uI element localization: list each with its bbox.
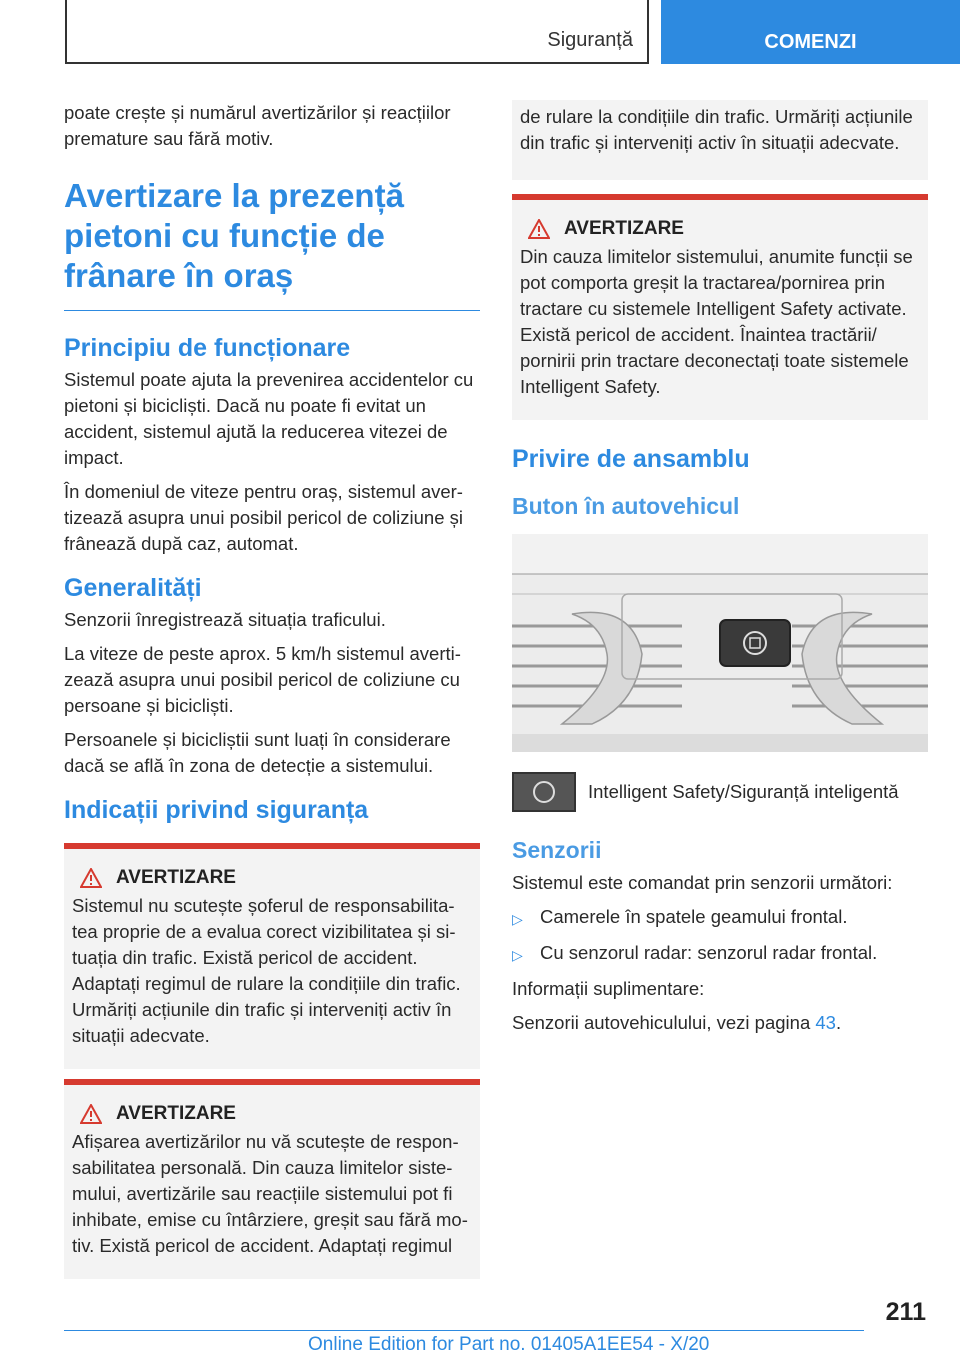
list-item: ▷ Camerele în spatele geamului frontal. xyxy=(512,904,928,932)
warning-text-3: Din cauza limitelor sistemului, anumite funcții se pot comporta greșit la tractarea/pornirea prin tractare cu sistemele Intelligent Safety activate. Există pericol de accident. Înaintea tractării/ pornirii prin tractare deconectați toate sistemele Intelligent Safety. xyxy=(520,246,913,397)
principle-heading: Principiu de funcționare xyxy=(64,334,351,362)
left-column xyxy=(64,100,480,1289)
page-title: Avertizare la prezență pietoni cu funcție de frânare în oraș xyxy=(64,176,480,311)
safety-heading: Indicații privind siguranța xyxy=(64,796,369,824)
header-chapter-label: COMENZI xyxy=(764,31,857,53)
warning-box-1 xyxy=(64,843,480,1069)
warning-triangle-icon xyxy=(80,868,102,888)
list-item: ▷ Cu senzorul radar: senzorul radar frontal. xyxy=(512,940,928,968)
sensors-reference: Senzorii autovehiculului, vezi pagina 43. xyxy=(512,1012,842,1033)
sensors-intro: Sistemul este comandat prin senzorii următori: xyxy=(512,872,893,893)
page-number: 211 xyxy=(885,1298,926,1326)
warning-box-3 xyxy=(512,194,928,420)
intelligent-safety-button-icon xyxy=(512,772,576,812)
general-paragraph-2: La viteze de peste aprox. 5 km/h sistemul averti- zează asupra unui posibil pericol de coliziune cu persoane și bicicliști. xyxy=(64,643,461,716)
intro-text: poate crește și numărul avertizărilor și reacțiilor premature sau fără motiv. xyxy=(64,102,451,149)
warning-title-2: AVERTIZARE xyxy=(116,1103,236,1124)
dashboard-vent-illustration xyxy=(512,534,928,752)
principle-paragraph-1: Sistemul poate ajuta la prevenirea accidentelor cu pietoni și bicicliști. Dacă nu poate fi evitat un accident, sistemul ajută la reducerea vitezei de impact. xyxy=(64,369,474,468)
warning-continuation-text: de rulare la condițiile din trafic. Urmăriți acțiunile din trafic și interveniți activ în situații adecvate. xyxy=(520,106,913,153)
footer-edition: Online Edition for Part no. 01405A1EE54 - X/20 xyxy=(308,1334,710,1355)
principle-paragraph-2: În domeniul de viteze pentru oraș, sistemul aver- tizează asupra unui posibil pericol de coliziune și frânează după caz, automat. xyxy=(64,481,464,554)
warning-title-1: AVERTIZARE xyxy=(116,867,236,888)
warning-box-2 xyxy=(64,1079,480,1279)
right-column xyxy=(512,100,928,1044)
button-caption: Intelligent Safety/Siguranță inteligentă xyxy=(588,781,899,802)
header-section-label: Siguranță xyxy=(547,29,633,51)
page-reference-link[interactable]: 43 xyxy=(815,1012,836,1033)
button-legend-row xyxy=(512,772,928,812)
header-chapter-tab xyxy=(661,0,960,64)
header-section-tab xyxy=(65,0,649,64)
warning-triangle-icon xyxy=(80,1104,102,1124)
general-paragraph-3: Persoanele și bicicliștii sunt luați în considerare dacă se află în zona de detecție a sistemului. xyxy=(64,729,451,776)
sensors-heading: Senzorii xyxy=(512,837,602,863)
button-heading: Buton în autovehicul xyxy=(512,493,740,519)
overview-heading: Privire de ansamblu xyxy=(512,445,750,473)
general-heading: Generalități xyxy=(64,574,202,602)
warning-triangle-icon xyxy=(528,219,550,239)
warning-text-2: Afișarea avertizărilor nu vă scutește de respon- sabilitatea personală. Din cauza limitelor siste- mului, avertizările sau reacțiile sistemului pot fi inhibate, emise cu întârziere, greșit sau fără mo- tiv. Există pericol de accident. Adaptați regimul xyxy=(72,1131,468,1256)
general-paragraph-1: Senzorii înregistrează situația traficului. xyxy=(64,609,386,630)
warning-continuation-box xyxy=(512,100,928,180)
triangle-bullet-icon: ▷ xyxy=(512,911,523,927)
more-info-label: Informații suplimentare: xyxy=(512,978,705,999)
footer-divider xyxy=(64,1330,864,1331)
warning-text-1: Sistemul nu scutește șoferul de responsabilita- tea proprie de a evalua corect vizibilitatea și si- tuația din trafic. Există pericol de accident. Adaptați regimul de rulare la condițiile din trafic. Urmăriți acțiunile din trafic și interveniți activ în situații adecvate. xyxy=(72,895,461,1046)
warning-title-3: AVERTIZARE xyxy=(564,218,684,239)
car-dashboard-image xyxy=(512,534,928,752)
triangle-bullet-icon: ▷ xyxy=(512,947,523,963)
